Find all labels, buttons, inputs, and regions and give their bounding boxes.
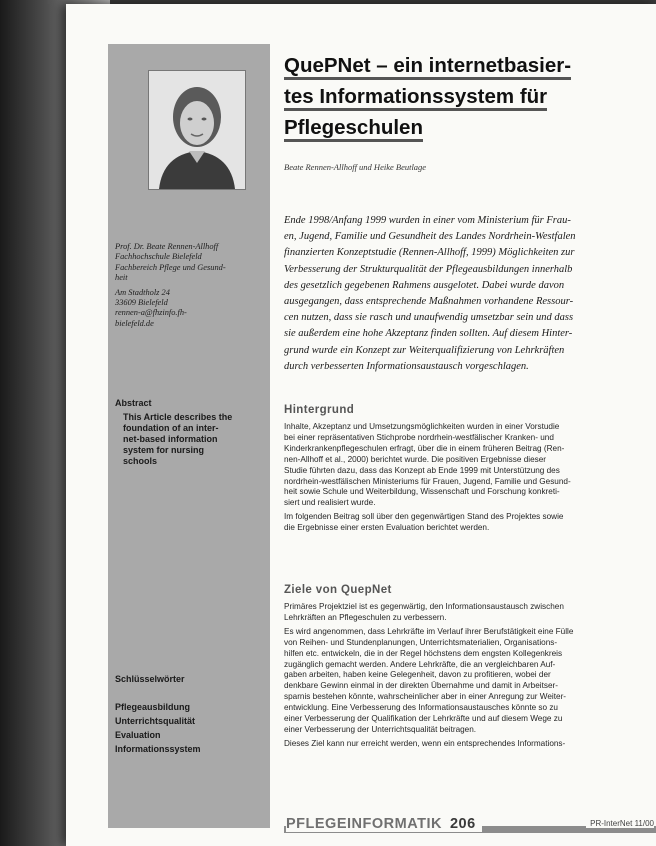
abstract-line: system for nursing — [123, 445, 205, 455]
keyword-item: Unterrichtsqualität — [115, 716, 196, 726]
body-line: Studie führten dazu, dass das Konzept ab Ende 1999 mit Unterstützung des — [284, 465, 560, 475]
paragraph — [284, 739, 656, 750]
intro-line: ausgegangen, dass entsprechende Maßnahmen vorhandene Ressour- — [284, 296, 574, 308]
keywords-block — [115, 672, 265, 756]
intro-line: sie außerdem eine hohe Akzeptanz finden sollten. Auf diesem Hinter- — [284, 328, 573, 340]
intro-line: des gesetzlich gegebenen Rahmens ausgelotet. Dabei wurde davon — [284, 279, 565, 291]
affiliation-line: heit — [115, 273, 128, 283]
author-affiliation — [115, 242, 265, 329]
body-line: Lehrkräften an Pflegeschulen zu verbessern. — [284, 612, 447, 622]
page-footer — [284, 816, 656, 846]
paragraph — [284, 602, 656, 624]
intro-line: en, Jugend, Familie und Gesundheit des Landes Nordrhein-Westfalen — [284, 231, 576, 243]
body-line: von Reihen- und Stundenplanungen, Unterrichtsmaterialien, Organisations- — [284, 637, 558, 647]
title-line: QuePNet – ein internetbasier- — [284, 54, 571, 80]
body-line: zugänglich gemacht werden. Andere Lehrkräfte, die an vergleichbaren Auf- — [284, 659, 556, 669]
journal-issue: PR-InterNet 11/00 — [586, 819, 654, 828]
keyword-item: Informationssystem — [115, 744, 201, 754]
abstract-line: schools — [123, 456, 158, 466]
footer-brand — [286, 816, 482, 832]
body-line: heit sowie Schule und Weiterbildung, Wissenschaft und Forschung konkreti- — [284, 487, 560, 497]
body-line: nordrhein-westfälischen Ministeriums für Frauen, Jugend, Familie und Gesund- — [284, 476, 571, 486]
abstract-line: foundation of an inter- — [123, 423, 219, 433]
section-heading-hintergrund: Hintergrund — [284, 404, 355, 416]
magazine-page — [66, 4, 656, 846]
author-portrait-icon — [148, 70, 246, 190]
intro-line: finanzierten Konzeptstudie (Rennen-Allhoff, 1999) Möglichkeiten zur — [284, 247, 575, 259]
address-line: Am Stadtholz 24 — [115, 287, 170, 297]
keyword-item: Evaluation — [115, 730, 161, 740]
address-line: 33609 Bielefeld — [115, 298, 168, 308]
paragraph — [284, 512, 656, 534]
page-number: 206 — [449, 816, 476, 832]
affiliation-line: Prof. Dr. Beate Rennen-Allhoff — [115, 242, 219, 251]
abstract-block — [115, 398, 265, 467]
section-body-hintergrund — [284, 422, 656, 537]
section-heading-ziele: Ziele von QuepNet — [284, 584, 392, 596]
body-line: Primäres Projektziel ist es gegenwärtig, den Informationsaustausch zwischen — [284, 602, 564, 611]
email-line: bielefeld.de — [115, 318, 154, 328]
intro-line: Verbesserung der Strukturqualität der Pflegeausbildungen innerhalb — [284, 263, 573, 275]
body-line: gaben arbeiten, haben keine Gelegenheit, davon zu profitieren, wobei der — [284, 670, 551, 680]
body-line: bei einer repräsentativen Stichprobe nordrhein-westfälischer Kranken- und — [284, 432, 554, 442]
body-line: einer Verbesserung der Qualifikation der Lehrkräfte und auf diesem Wege zu — [284, 714, 563, 724]
intro-line: cen nutzen, dass sie rasch und unaufwendig umsetzbar sein und dass — [284, 312, 574, 324]
abstract-title: Abstract — [115, 398, 152, 408]
body-line: Kinderkrankenpflegeschulen erfragt, über die in einem früheren Beitrag (Ren- — [284, 443, 565, 453]
intro-line: Ende 1998/Anfang 1999 wurden in einer vom Ministerium für Frau- — [284, 215, 571, 226]
body-line: Im folgenden Beitrag soll über den gegenwärtigen Stand des Projektes sowie — [284, 512, 564, 522]
article-intro — [284, 213, 656, 375]
title-line: Pflegeschulen — [284, 116, 423, 142]
email-line: rennen-a@fhzinfo.fh- — [115, 308, 187, 318]
footer-brand-name: PFLEGEINFORMATIK — [286, 816, 442, 832]
article-authors: Beate Rennen-Allhoff und Heike Beutlage — [284, 162, 427, 172]
affiliation-line: Fachhochschule Bielefeld — [115, 252, 202, 262]
keywords-title: Schlüsselwörter — [115, 674, 185, 684]
body-line: Es wird angenommen, dass Lehrkräfte im Verlauf ihrer Berufstätigkeit eine Fülle — [284, 626, 574, 636]
intro-line: grund wurde ein Konzept zur Weiterqualifizierung von Lehrkräften — [284, 344, 565, 356]
body-line: Dieses Ziel kann nur erreicht werden, wenn ein entsprechendes Informations- — [284, 738, 566, 748]
body-line: nen-Allhoff et al., 2000) berichtet wurde. Die positiven Ergebnisse dieser — [284, 454, 546, 464]
body-line: siert und realisiert wurde. — [284, 498, 376, 508]
section-body-ziele — [284, 602, 656, 753]
intro-line: durch verbesserten Informationsaustausch vorgeschlagen. — [284, 360, 529, 372]
body-line: einer Verbesserung der Unterrichtsqualität beitragen. — [284, 724, 477, 734]
affiliation-line: Fachbereich Pflege und Gesund- — [115, 262, 226, 272]
body-line: hilfen etc. entwickeln, die in der Regel höchstens dem engsten Kollegenkreis — [284, 648, 563, 658]
title-line: tes Informationssystem für — [284, 85, 547, 111]
body-line: denkbare Gewinn einmal in der direkten Übernahme und damit in Arbeitser- — [284, 681, 558, 691]
body-line: entwicklung. Eine Verbesserung des Informationsaustausches könnte so zu — [284, 703, 558, 713]
body-line: sparnis bestehen könnte, wahrscheinlicher aber in einer Anregung zur Weiter- — [284, 692, 567, 702]
body-line: Inhalte, Akzeptanz und Umsetzungsmöglichkeiten wurden in einer Vorstudie — [284, 422, 560, 431]
keyword-item: Pflegeausbildung — [115, 702, 191, 712]
paragraph — [284, 627, 656, 736]
abstract-line: This Article describes the — [123, 412, 233, 422]
abstract-line: net-based information — [123, 434, 218, 444]
body-line: die Ergebnisse einer ersten Evaluation berichtet werden. — [284, 523, 490, 533]
article-title — [284, 50, 656, 143]
paragraph — [284, 422, 656, 509]
